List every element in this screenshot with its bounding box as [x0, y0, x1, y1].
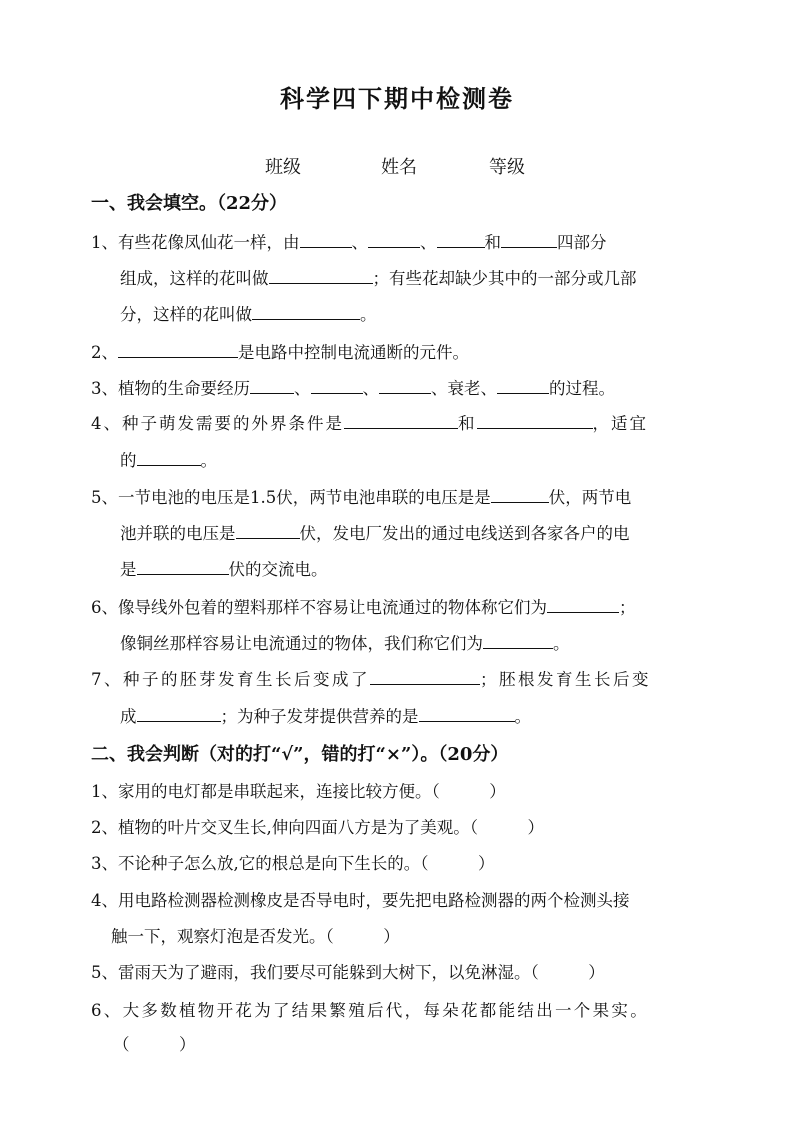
question-1-line-3: 分，这样的花叫做 。: [120, 305, 377, 324]
question-2: 2、 是电路中控制电流通断的元件。: [91, 343, 469, 362]
judge-6-line-2: [113, 1034, 196, 1056]
question-3: 3、植物的生命要经历 、 、 、衰老、 的过程。: [91, 379, 615, 398]
answer-blank[interactable]: [497, 377, 549, 394]
question-4-line-2: 的 。: [120, 451, 217, 470]
answer-blank[interactable]: [269, 267, 373, 284]
answer-blank[interactable]: [477, 412, 593, 429]
answer-blank[interactable]: [501, 231, 557, 248]
question-5-line-3: 是 伏的交流电。: [120, 560, 328, 579]
answer-blank[interactable]: [370, 668, 480, 685]
judge-4-line-2: 触一下，观察灯泡是否发光。（ ）: [111, 927, 400, 946]
answer-blank[interactable]: [137, 558, 229, 575]
question-7-line-2: 成 ；为种子发芽提供营养的是 。: [120, 707, 531, 726]
answer-blank[interactable]: [250, 377, 294, 394]
judge-4-line-1: 4、用电路检测器检测橡皮是否导电时，要先把电路检测器的两个检测头接: [91, 891, 630, 910]
answer-blank[interactable]: [118, 341, 238, 358]
answer-blank[interactable]: [491, 486, 549, 503]
answer-blank[interactable]: [300, 231, 352, 248]
question-6-line-2: 像铜丝那样容易让电流通过的物体，我们称它们为 。: [120, 634, 570, 653]
question-7-line-1: 7、种子的胚芽发育生长后变成了 ；胚根发育生长后变: [91, 670, 651, 689]
answer-blank[interactable]: [419, 705, 515, 722]
question-6-line-1: 6、像导线外包着的塑料那样不容易让电流通过的物体称它们为 ；: [91, 598, 636, 617]
question-5-line-2: 池并联的电压是 伏，发电厂发出的通过电线送到各家各户的电: [120, 524, 630, 543]
section-2-heading: 二、我会判断（对的打“√”，错的打“×”）。（20分）: [91, 744, 509, 765]
judge-3: 3、不论种子怎么放,它的根总是向下生长的。（ ）: [91, 854, 495, 873]
answer-blank[interactable]: [483, 632, 553, 649]
question-5-line-1: 5、一节电池的电压是1.5伏，两节电池串联的电压是是 伏，两节电: [91, 488, 632, 507]
answer-paren[interactable]: （ ）: [325, 927, 400, 946]
grade-label: 等级: [489, 157, 525, 178]
question-1-line-2: 组成，这样的花叫做 ；有些花却缺少其中的一部分或几部: [120, 269, 637, 288]
answer-paren[interactable]: （ ）: [469, 818, 544, 837]
question-4-line-1: 4、种子萌发需要的外界条件是 和 ，适宜: [91, 414, 648, 433]
judge-1: 1、家用的电灯都是串联起来，连接比较方便。（ ）: [91, 782, 506, 801]
question-1-line-1: 1、有些花像凤仙花一样，由 、 、 和 四部分: [91, 233, 607, 252]
answer-paren[interactable]: （ ）: [530, 963, 605, 982]
page-title: 科学四下期中检测卷: [280, 84, 514, 113]
answer-blank[interactable]: [137, 705, 221, 722]
section-1-heading: 一、我会填空。（22分）: [91, 193, 288, 214]
answer-blank[interactable]: [236, 522, 300, 539]
answer-blank[interactable]: [344, 412, 458, 429]
answer-paren[interactable]: （ ）: [420, 854, 495, 873]
judge-6-line-1: 6、大多数植物开花为了结果繁殖后代，每朵花都能结出一个果实。: [91, 1001, 650, 1020]
answer-blank[interactable]: [368, 231, 420, 248]
judge-5: 5、雷雨天为了避雨，我们要尽可能躲到大树下，以免淋湿。（ ）: [91, 963, 605, 982]
answer-blank[interactable]: [137, 449, 201, 466]
student-info-row: [0, 153, 794, 179]
answer-paren[interactable]: （ ）: [113, 1035, 196, 1054]
class-label: 班级: [265, 157, 301, 178]
answer-blank[interactable]: [547, 596, 619, 613]
answer-blank[interactable]: [379, 377, 431, 394]
answer-blank[interactable]: [437, 231, 485, 248]
answer-blank[interactable]: [252, 303, 360, 320]
answer-paren[interactable]: （ ）: [431, 782, 506, 801]
judge-2: 2、植物的叶片交叉生长,伸向四面八方是为了美观。（ ）: [91, 818, 544, 837]
answer-blank[interactable]: [311, 377, 363, 394]
name-label: 姓名: [381, 157, 417, 178]
